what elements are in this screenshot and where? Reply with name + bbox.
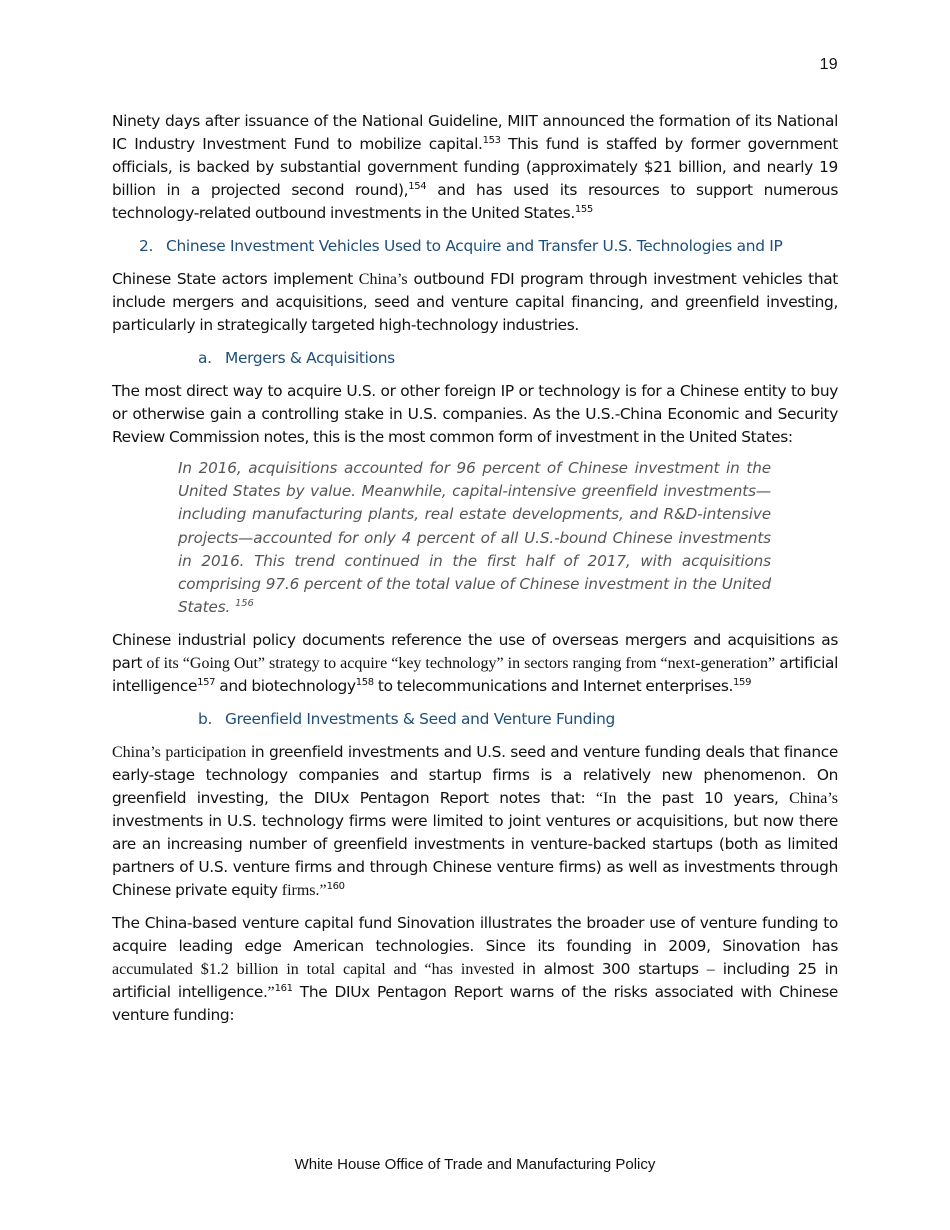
paragraph-going-out bbox=[112, 629, 838, 698]
footnote-ref[interactable]: 156 bbox=[234, 598, 254, 610]
paragraph-text: to telecommunications and Internet enterprises. bbox=[373, 677, 734, 696]
footnote-ref[interactable]: 153 bbox=[482, 135, 501, 146]
paragraph-text: This fund is staffed by former government officials, is backed by substantial government funding (approximately $21 billion, and nearly 19 billion in a projected second round), bbox=[112, 135, 838, 199]
paragraph-ic-fund bbox=[112, 110, 838, 225]
heading-title: Mergers & Acquisitions bbox=[225, 349, 395, 367]
paragraph-controlling-stake: The most direct way to acquire U.S. or other foreign IP or technology is for a Chinese entity to buy or otherwise gain a controlling stake in U.S. companies. As the U.S.-China Economic and Security Review Commission notes, this is the most common form of investment in the United States: bbox=[112, 382, 838, 446]
paragraph-text: investments in U.S. technology firms were limited to joint ventures or acquisitions, but now there are an increasing number of greenfield investments in venture-backed startups (both as limited partners of U.S. venture firms and through Chinese venture firms) as well as investments through Chinese private equity bbox=[112, 812, 838, 900]
paragraph-text: in almost 300 startups bbox=[514, 960, 707, 979]
paragraph-text: artificial intelligence bbox=[112, 654, 839, 696]
page-number: 19 bbox=[819, 56, 838, 73]
subsection-heading-greenfield bbox=[112, 708, 838, 730]
quote-text: In 2016, acquisitions accounted for 96 percent of Chinese investment in the United States by value. Meanwhile, capital-intensive greenfield investments—including manufacturing plants, real estate developments, and R&D-intensive projects—accounted for only 4 percent of all U.S.-bound Chinese investments in 2016. This trend continued in the first half of 2017, with acquisitions comprising 97.6 percent of the total value of Chinese investment in the United States. bbox=[178, 459, 771, 617]
paragraph-text: ” bbox=[267, 984, 275, 1002]
paragraph-text: “In bbox=[595, 790, 617, 808]
paragraph-greenfield-participation bbox=[112, 741, 838, 902]
heading-number: b. bbox=[198, 710, 213, 729]
heading-number: 2. bbox=[139, 237, 154, 255]
subsection-heading-mergers bbox=[112, 347, 838, 369]
paragraph-text: – bbox=[706, 961, 715, 979]
page-footer: White House Office of Trade and Manufacturing Policy bbox=[294, 1156, 656, 1173]
paragraph-text: accumulated $1.2 billion in total capital and “has invested bbox=[112, 961, 515, 979]
paragraph-text: outbound FDI program through investment vehicles that include mergers and acquisitions, seed and venture capital financing, and greenfield investing, particularly in strategically targeted high-technology industries. bbox=[112, 270, 838, 334]
footnote-ref[interactable]: 158 bbox=[355, 677, 374, 689]
paragraph-text: in greenfield investments and U.S. seed and venture funding deals that finance early-stage technology companies and startup firms is a relatively new phenomenon. On greenfield investing, the DIUx Pentagon Report notes that: bbox=[112, 743, 838, 808]
footnote-ref[interactable]: 159 bbox=[733, 677, 752, 689]
heading-title: Chinese Investment Vehicles Used to Acquire and Transfer U.S. Technologies and IP bbox=[166, 237, 783, 255]
heading-number: a. bbox=[198, 349, 212, 367]
paragraph-text: and biotechnology bbox=[215, 677, 356, 696]
paragraph-text: China’s bbox=[789, 790, 838, 808]
document-body bbox=[112, 110, 838, 1037]
paragraph-text: including 25 in artificial intelligence. bbox=[112, 960, 838, 1002]
paragraph-text: China’s bbox=[358, 271, 408, 288]
paragraph-text: Ninety days after issuance of the National Guideline, MIIT announced the formation of its National IC Industry Investment Fund to mobilize capital. bbox=[112, 112, 838, 153]
paragraph-text: Chinese industrial policy documents reference the use of overseas mergers and acquisitions as part bbox=[112, 631, 838, 673]
paragraph-fdi-vehicles bbox=[112, 268, 838, 337]
footnote-ref[interactable]: 154 bbox=[408, 181, 427, 192]
footnote-ref[interactable]: 155 bbox=[574, 204, 593, 215]
paragraph-text: Chinese State actors implement bbox=[112, 270, 359, 288]
paragraph-text: and has used its resources to support numerous technology-related outbound investments in the United States. bbox=[112, 181, 838, 222]
footnote-ref[interactable]: 160 bbox=[326, 881, 345, 893]
paragraph-sinovation bbox=[112, 912, 838, 1027]
footnote-ref[interactable]: 161 bbox=[274, 983, 293, 995]
paragraph-text: China’s participation bbox=[112, 744, 247, 762]
paragraph-text: The China-based venture capital fund Sinovation illustrates the broader use of venture funding to acquire leading edge American technologies. Since its founding in 2009, Sinovation has bbox=[112, 914, 838, 956]
heading-title: Greenfield Investments & Seed and Venture Funding bbox=[225, 710, 615, 729]
paragraph-text: firms.” bbox=[281, 882, 327, 900]
paragraph-text: The DIUx Pentagon Report warns of the risks associated with Chinese venture funding: bbox=[112, 983, 838, 1025]
block-quote-commission bbox=[178, 457, 771, 619]
section-heading-investment-vehicles bbox=[112, 235, 838, 257]
paragraph-text: the past 10 years, bbox=[616, 789, 790, 808]
paragraph-text: of its “Going Out” strategy to acquire “key technology” in sectors ranging from “next-generation” bbox=[146, 655, 776, 673]
footnote-ref[interactable]: 157 bbox=[197, 677, 216, 689]
